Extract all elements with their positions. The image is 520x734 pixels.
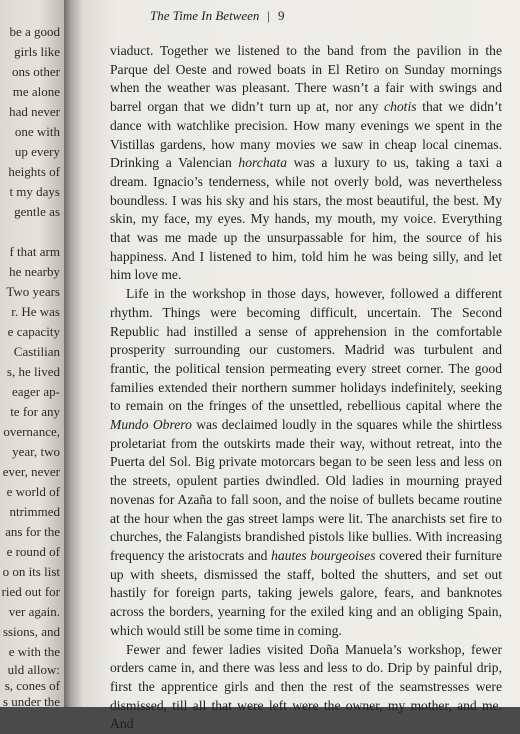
left-page-line: ssions, and: [3, 624, 60, 640]
left-page-line: ried out for: [2, 584, 60, 600]
left-page-line: s, cones of: [5, 678, 60, 694]
left-page-line: ver again.: [9, 604, 60, 620]
left-page-line: s, he lived: [7, 364, 60, 380]
paragraph: [110, 285, 502, 640]
left-page-line: year, two: [12, 444, 60, 460]
left-page-line: ever, never: [3, 464, 60, 480]
left-page-line: r. He was: [11, 304, 60, 320]
left-page-line: e capacity: [8, 324, 60, 340]
left-page-line: had never: [9, 104, 60, 120]
left-page-line: s under the: [3, 694, 60, 707]
text-run: covered their furniture up with sheets, dismissed the staff, bolted the shutters, and set out hastily for foreign parts, taking jewels galore, fears, and banknotes across the borders, yearning for the exiled king and an obliging Spain, which would still be some time in coming.: [110, 548, 502, 638]
book-title: The Time In Between: [150, 8, 259, 23]
italic-phrase: horchata: [238, 155, 287, 170]
left-page-line: be a good: [9, 24, 60, 40]
book-gutter: [64, 0, 82, 707]
left-page-line: up every: [15, 144, 60, 160]
italic-phrase: hautes bourgeoises: [271, 548, 375, 563]
italic-phrase: Mundo Obrero: [110, 417, 192, 432]
page-number: 9: [278, 8, 285, 23]
left-page-line: f that arm: [9, 244, 60, 260]
header-separator: |: [267, 8, 270, 23]
left-page-line: Castilian: [14, 344, 60, 360]
text-run: was declaimed loudly in the squares while the shirtless proletariat from the outskirts made their way, without retreat, into the Puerta del Sol. Big private motorcars began to be seen less and less on the streets, opulent parties dwindled. Old ladies in mourning prayed novenas for Azaña to fall soon, and the noise of bullets became routine at the hour when the gas street lamps were lit. The anarchists set fire to churches, the Falangists brandished pistols like bullies. With increasing frequency the aristocrats and: [110, 417, 502, 563]
text-run: Life in the workshop in those days, however, followed a different rhythm. Things were becoming difficult, uncertain. The Second Republic had instilled a sense of apprehension in the comfortable prosperity surrounding our customers. Madrid was turbulent and frantic, the political tension permeating every street corner. The good families extended their northern summer holidays indefinitely, seeking to remain on the fringes of the unsettled, rebellious capital where the: [110, 286, 502, 413]
body-text: [110, 42, 502, 734]
left-page-line: ntrimmed: [9, 504, 60, 520]
left-page-line: te for any: [10, 404, 60, 420]
left-page-line: eager ap-: [12, 384, 60, 400]
left-page-line: he nearby: [9, 264, 60, 280]
text-run: was a luxury to us, taking a taxi a dream. Ignacio’s tenderness, while not overly bold, was nevertheless boundless. I was his sky and his stars, the most beautiful, the best. My skin, my face, my eyes. My hands, my mouth, my voice. Everything that was me made up the unsurpassable for him, the source of his happiness. And I listened to him, told him he was being silly, and let him love me.: [110, 155, 502, 282]
left-page-line: e round of: [7, 544, 60, 560]
left-page-line: gentle as: [14, 204, 60, 220]
left-page-line: t my days: [9, 184, 60, 200]
italic-phrase: chotis: [384, 99, 416, 114]
left-page-line: e with the: [9, 644, 60, 660]
paragraph: [110, 42, 502, 285]
text-run: that we didn’t dance with watchlike precision. How many evenings we spent in the Vistillas gardens, how many movies we saw in cheap local cinemas. Drinking a Valencian: [110, 99, 502, 170]
text-run: Fewer and fewer ladies visited Doña Manuela’s workshop, fewer orders came in, and there was less and less to do. Drip by painful drip, first the apprentice girls and then the rest of the seamstresses were dismissed, till all that were left were the owner, my mother, and me. And: [110, 642, 502, 732]
left-page-line: heights of: [8, 164, 60, 180]
left-page-line: uld allow:: [8, 662, 60, 678]
left-page-line: girls like: [14, 44, 60, 60]
left-page-line: ons other: [12, 64, 60, 80]
left-page-line: Two years: [6, 284, 60, 300]
left-page-line: e world of: [7, 484, 60, 500]
left-page: [0, 0, 64, 707]
left-page-line: one with: [15, 124, 60, 140]
left-page-line: ans for the: [5, 524, 60, 540]
left-page-line: o on its list: [3, 564, 60, 580]
paragraph: [110, 641, 502, 734]
left-page-line: overnance,: [3, 424, 60, 440]
running-head: [150, 8, 285, 24]
text-run: viaduct. Together we listened to the band from the pavilion in the Parque del Oeste and rowed boats in El Retiro on Sunday mornings when the weather was pleasant. There wasn’t a fair with swings and barrel organ that we didn’t turn up at, nor any: [110, 43, 502, 114]
left-page-line: me alone: [13, 84, 60, 100]
